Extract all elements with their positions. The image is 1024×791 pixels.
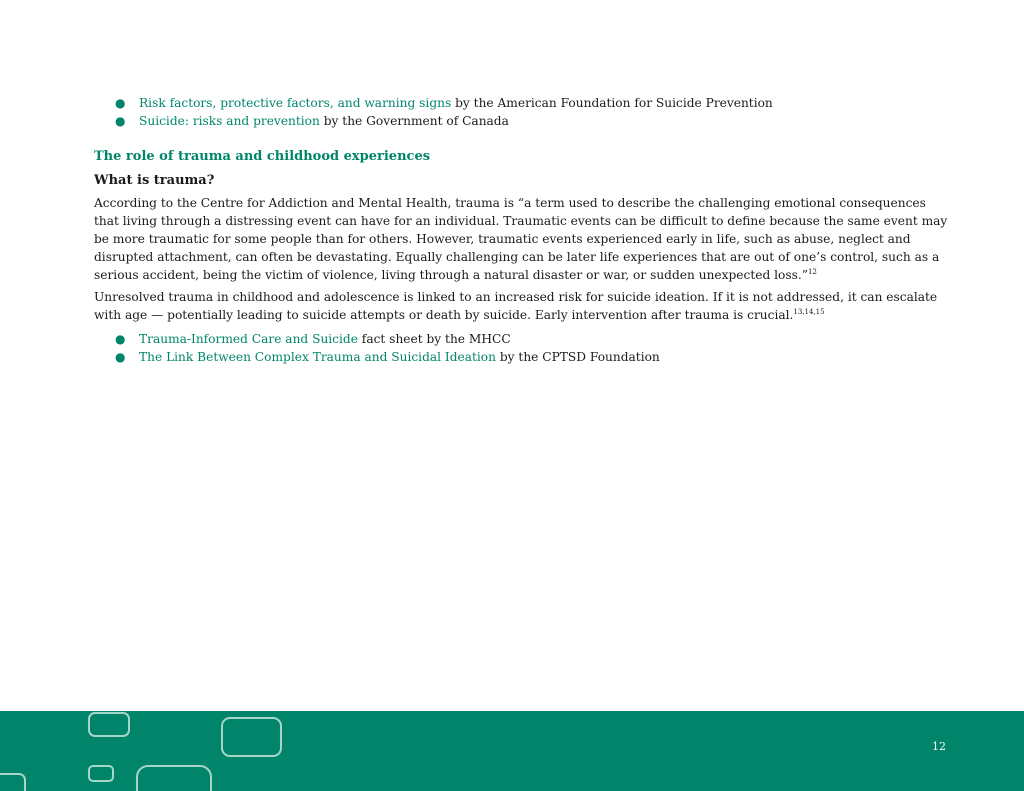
section-heading: The role of trauma and childhood experiences bbox=[94, 149, 431, 164]
list-item bbox=[94, 112, 954, 130]
resource-link[interactable]: Suicide: risks and prevention bbox=[139, 114, 320, 128]
body-paragraph bbox=[94, 194, 954, 284]
list-item bbox=[94, 348, 954, 366]
resource-link[interactable]: Trauma-Informed Care and Suicide bbox=[139, 332, 358, 346]
footnote-reference[interactable]: 13,14,15 bbox=[793, 308, 825, 316]
resource-source: by the American Foundation for Suicide Prevention bbox=[451, 96, 773, 110]
resource-link[interactable]: The Link Between Complex Trauma and Suicidal Ideation bbox=[139, 350, 496, 364]
resource-list-bottom bbox=[94, 330, 954, 366]
resource-source: by the CPTSD Foundation bbox=[495, 350, 660, 364]
decorative-shape bbox=[136, 765, 212, 791]
subsection-heading: What is trauma? bbox=[94, 173, 215, 188]
decorative-shape bbox=[88, 712, 130, 737]
paragraph-text: Unresolved trauma in childhood and adolescence is linked to an increased risk for suicide ideation. If it is not addressed, it can escalate with age — potentially leading to suicide attempts or death by suicide. Early intervention after trauma is crucial. bbox=[94, 290, 938, 322]
footer-band bbox=[0, 711, 1024, 791]
resource-source: fact sheet by the MHCC bbox=[357, 332, 511, 346]
page-content bbox=[94, 94, 954, 366]
bullet-icon: ● bbox=[115, 114, 126, 128]
page-number: 12 bbox=[932, 740, 946, 753]
resource-link[interactable]: Risk factors, protective factors, and warning signs bbox=[139, 96, 452, 110]
list-item bbox=[94, 94, 954, 112]
decorative-shape bbox=[221, 717, 282, 757]
paragraph-text: According to the Centre for Addiction and Mental Health, trauma is “a term used to describe the challenging emotional consequences that living through a distressing event can have for an individual. Traumatic events can be difficult to define because the same event may be more traumatic for some people than for others. However, traumatic events experienced early in life, such as abuse, neglect and disrupted attachment, can often be devastating. Equally challenging can be later life experiences that are out of one’s control, such as a serious accident, being the victim of violence, living through a natural disaster or war, or sudden unexpected loss.” bbox=[94, 196, 948, 282]
list-item bbox=[94, 330, 954, 348]
bullet-icon: ● bbox=[115, 332, 126, 346]
bullet-icon: ● bbox=[115, 350, 126, 364]
footnote-reference[interactable]: 12 bbox=[807, 268, 817, 276]
body-paragraph bbox=[94, 288, 954, 324]
decorative-shape bbox=[0, 773, 26, 791]
resource-source: by the Government of Canada bbox=[319, 114, 509, 128]
decorative-shape bbox=[88, 765, 114, 782]
bullet-icon: ● bbox=[115, 96, 126, 110]
resource-list-top bbox=[94, 94, 954, 130]
